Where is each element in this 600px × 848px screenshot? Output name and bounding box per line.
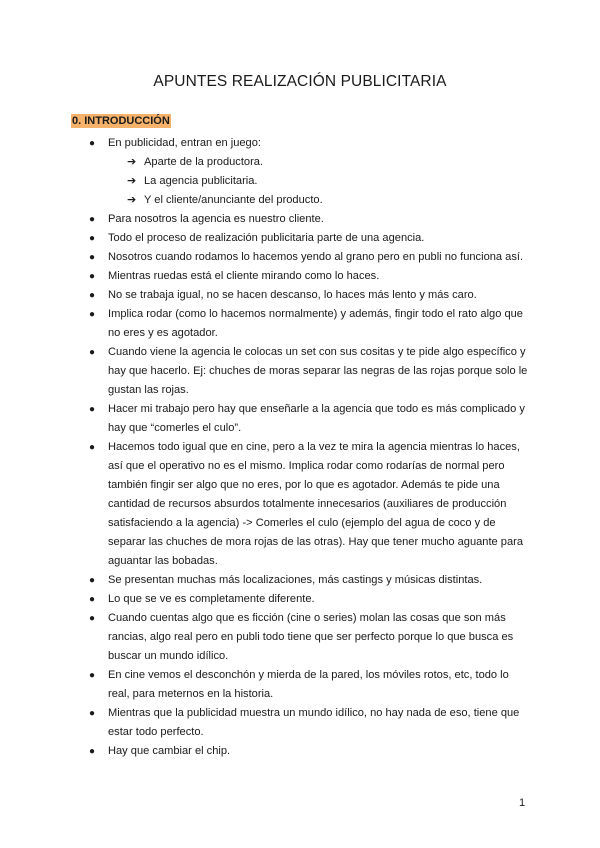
sub-list-item-text: Aparte de la productora. bbox=[144, 156, 264, 168]
bullet-icon: ● bbox=[89, 233, 96, 244]
bullet-icon: ● bbox=[89, 613, 96, 624]
list-item-text: No se trabaja igual, no se hacen descanso, lo haces más lento y más caro. bbox=[108, 289, 477, 301]
arrow-right-icon: ➔ bbox=[127, 175, 137, 187]
list-item bbox=[0, 286, 600, 305]
list-item bbox=[0, 229, 600, 248]
list-item-text: Se presentan muchas más localizaciones, más castings y músicas distintas. bbox=[108, 574, 483, 586]
list-item-text: Hacemos todo igual que en cine, pero a la vez te mira la agencia mientras lo haces, así que el operativo no es el mismo. Implica rodar como rodarías de normal pero también fingir ser algo que no eres, por lo que es agotador. Además te pide una cantidad de recursos absurdos totalmente innecesarios (auxiliares de producción satisfaciendo a la agencia) -> Comerles el culo (ejemplo del agua de coco y de separar las chuches de mora rojas de las otras). Hay que tener mucho aguante para aguantar las bobadas. bbox=[108, 441, 524, 567]
sub-list-item bbox=[0, 191, 600, 210]
sub-list-item-text: La agencia publicitaria. bbox=[144, 175, 258, 187]
section-heading: 0. INTRODUCCIÓN bbox=[72, 115, 170, 127]
list-item bbox=[0, 210, 600, 229]
list-item bbox=[0, 305, 600, 343]
bullet-icon: ● bbox=[89, 746, 96, 757]
bullet-icon: ● bbox=[89, 347, 96, 358]
list-item bbox=[0, 609, 600, 666]
arrow-right-icon: ➔ bbox=[127, 156, 137, 168]
list-item bbox=[0, 571, 600, 590]
list-item bbox=[0, 400, 600, 438]
bullet-icon: ● bbox=[89, 138, 96, 149]
list-item-text: Hay que cambiar el chip. bbox=[108, 745, 231, 757]
list-item bbox=[0, 248, 600, 267]
sub-list-item bbox=[0, 153, 600, 172]
bullet-icon: ● bbox=[89, 271, 96, 282]
list-item-text: Nosotros cuando rodamos lo hacemos yendo al grano pero en publi no funciona así. bbox=[108, 251, 524, 263]
sub-list-item-text: Y el cliente/anunciante del producto. bbox=[144, 194, 323, 206]
list-item bbox=[0, 742, 600, 761]
arrow-right-icon: ➔ bbox=[127, 194, 137, 206]
bullet-icon: ● bbox=[89, 252, 96, 263]
bullet-icon: ● bbox=[89, 594, 96, 605]
list-item bbox=[0, 666, 600, 704]
list-item-text: En publicidad, entran en juego: bbox=[108, 137, 261, 149]
list-item-text: En cine vemos el desconchón y mierda de la pared, los móviles rotos, etc, todo lo real, para meternos en la historia. bbox=[108, 669, 509, 700]
list-item bbox=[0, 438, 600, 571]
bullet-icon: ● bbox=[89, 309, 96, 320]
list-item bbox=[0, 343, 600, 400]
list-item-text: Todo el proceso de realización publicitaria parte de una agencia. bbox=[108, 232, 425, 244]
list-item-text: Mientras ruedas está el cliente mirando como lo haces. bbox=[108, 270, 380, 282]
list-item bbox=[0, 704, 600, 742]
bullet-icon: ● bbox=[89, 290, 96, 301]
bullet-icon: ● bbox=[89, 442, 96, 453]
sub-list-item bbox=[0, 172, 600, 191]
list-item-text: Mientras que la publicidad muestra un mundo idílico, no hay nada de eso, tiene que estar todo perfecto. bbox=[108, 707, 520, 738]
list-item bbox=[0, 134, 600, 153]
bullet-icon: ● bbox=[89, 575, 96, 586]
bullet-list bbox=[0, 134, 600, 761]
list-item-text: Lo que se ve es completamente diferente. bbox=[108, 593, 315, 605]
bullet-icon: ● bbox=[89, 670, 96, 681]
list-item-text: Hacer mi trabajo pero hay que enseñarle a la agencia que todo es más complicado y hay que “comerles el culo”. bbox=[108, 403, 525, 434]
page-number: 1 bbox=[519, 797, 526, 809]
list-item bbox=[0, 590, 600, 609]
bullet-icon: ● bbox=[89, 708, 96, 719]
list-item bbox=[0, 267, 600, 286]
list-item-text: Para nosotros la agencia es nuestro cliente. bbox=[108, 213, 324, 225]
document-title: APUNTES REALIZACIÓN PUBLICITARIA bbox=[153, 73, 447, 90]
list-item-text: Cuando viene la agencia le colocas un set con sus cositas y te pide algo específico y hay que hacerlo. Ej: chuches de moras separar las negras de las rojas porque solo le gustan las rojas. bbox=[108, 346, 528, 396]
bullet-icon: ● bbox=[89, 214, 96, 225]
bullet-icon: ● bbox=[89, 404, 96, 415]
list-item-text: Cuando cuentas algo que es ficción (cine o series) molan las cosas que son más rancias, algo real pero en publi todo tiene que ser perfecto porque lo que busca es buscar un mundo idílico. bbox=[108, 612, 514, 662]
list-item-text: Implica rodar (como lo hacemos normalmente) y además, fingir todo el rato algo que no eres y es agotador. bbox=[108, 308, 523, 339]
